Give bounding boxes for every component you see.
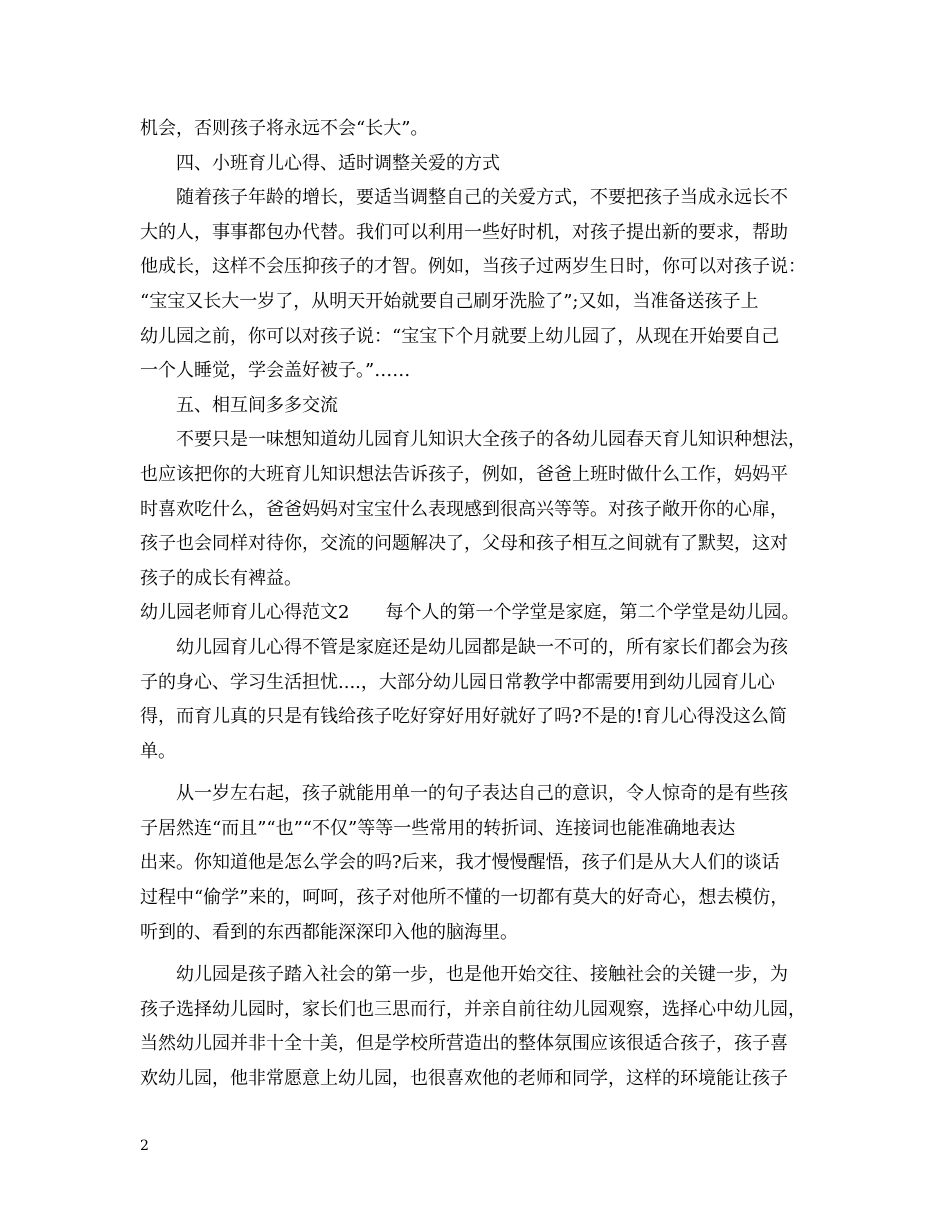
page-number: 2 <box>140 1138 149 1154</box>
text-line: “宝宝又长大一岁了，从明天开始就要自己刷牙洗脸了”;又如，当准备送孩子上 <box>140 290 759 312</box>
text-line: 他成长，这样不会压抑孩子的才智。例如，当孩子过两岁生日时，你可以对孩子说： <box>140 256 806 278</box>
text-line: 孩子的成长有裨益。 <box>140 567 302 589</box>
text-line: 幼儿园育儿心得不管是家庭还是幼儿园都是缺一不可的，所有家长们都会为孩 <box>176 636 788 658</box>
text-line: 得，而育儿真的只是有钱给孩子吃好穿好用好就好了吗?不是的!育儿心得没这么简 <box>140 706 787 728</box>
text-line: 听到的、看到的东西都能深深印入他的脑海里。 <box>140 921 518 943</box>
text-line: 时喜欢吃什么，爸爸妈妈对宝宝什么表现感到很高兴等等。对孩子敞开你的心扉， <box>140 498 788 520</box>
text-line: 当然幼儿园并非十全十美，但是学校所营造出的整体氛围应该很适合孩子，孩子喜 <box>140 1033 788 1055</box>
text-line: 出来。你知道他是怎么学会的吗?后来，我才慢慢醒悟，孩子们是从大人们的谈话 <box>140 852 780 874</box>
text-line: 随着孩子年龄的增长，要适当调整自己的关爱方式，不要把孩子当成永远长不 <box>176 187 788 209</box>
section-heading: 四、小班育儿心得、适时调整关爱的方式 <box>176 152 500 174</box>
text-line: 过程中“偷学”来的，呵呵，孩子对他所不懂的一切都有莫大的好奇心，想去模仿， <box>140 887 789 909</box>
text-line: 一个人睡觉，学会盖好被子。”…… <box>140 360 411 382</box>
text-line: 机会，否则孩子将永远不会“长大”。 <box>140 118 429 139</box>
text-line: 孩子选择幼儿园时，家长们也三思而行，并亲自前往幼儿园观察，选择心中幼儿园， <box>140 998 806 1020</box>
text-line: 大的人，事事都包办代替。我们可以利用一些好时机，对孩子提出新的要求，帮助 <box>140 221 788 243</box>
text-line: 也应该把你的大班育儿知识想法告诉孩子，例如，爸爸上班时做什么工作，妈妈平 <box>140 463 788 485</box>
text-line: 从一岁左右起，孩子就能用单一的句子表达自己的意识，令人惊奇的是有些孩 <box>176 783 788 805</box>
text-line: 欢幼儿园，他非常愿意上幼儿园，也很喜欢他的老师和同学，这样的环境能让孩子 <box>140 1068 788 1090</box>
article-heading-line: 幼儿园老师育儿心得范文2 每个人的第一个学堂是家庭，第二个学堂是幼儿园。 <box>140 602 800 624</box>
text-line: 幼儿园是孩子踏入社会的第一步，也是他开始交往、接触社会的关键一步，为 <box>176 964 788 986</box>
text-line: 孩子也会同样对待你，交流的问题解决了，父母和孩子相互之间就有了默契，这对 <box>140 533 788 555</box>
text-line: 幼儿园之前，你可以对孩子说：“宝宝下个月就要上幼儿园了，从现在开始要自己 <box>140 325 780 347</box>
text-line: 单。 <box>140 740 176 762</box>
document-body <box>140 112 830 1097</box>
text-line: 子居然连“而且”“也”“不仅”等等一些常用的转折词、连接词也能准确地表达 <box>140 817 736 839</box>
text-line: 不要只是一味想知道幼儿园育儿知识大全孩子的各幼儿园春天育儿知识种想法， <box>176 429 806 451</box>
text-line: 子的身心、学习生活担忧....，大部分幼儿园日常教学中都需要用到幼儿园育儿心 <box>140 671 775 693</box>
section-heading: 五、相互间多多交流 <box>176 394 338 416</box>
